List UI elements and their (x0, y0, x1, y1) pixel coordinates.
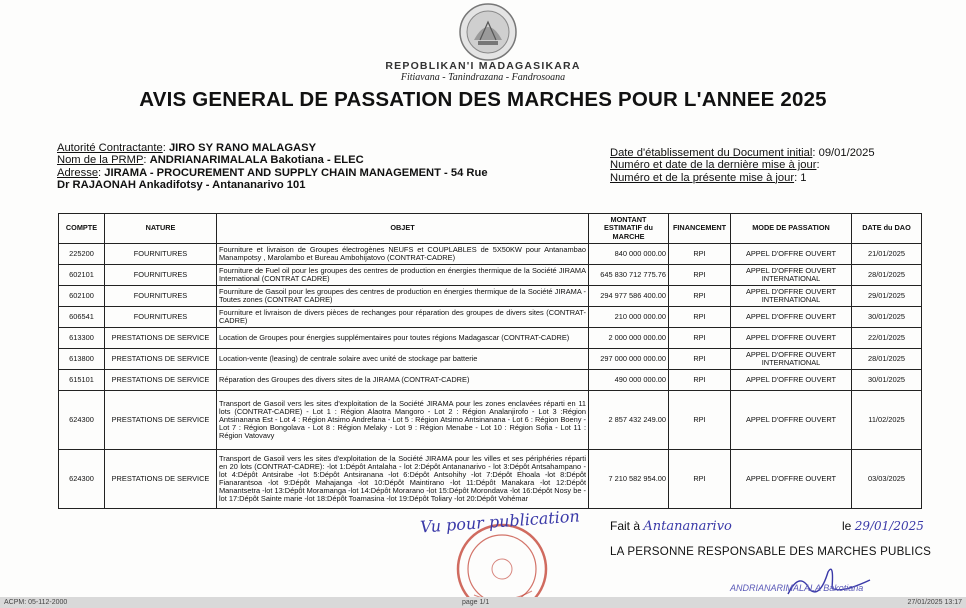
header-objet: OBJET (217, 214, 589, 244)
cell-nature: PRESTATIONS DE SERVICE (105, 391, 217, 450)
num-value: 1 (800, 171, 807, 184)
cell-mode: APPEL D'OFFRE OUVERT (731, 450, 852, 509)
table-row (59, 307, 922, 328)
cell-nature: PRESTATIONS DE SERVICE (105, 370, 217, 391)
cell-montant: 2 857 432 249.00 (589, 391, 669, 450)
cell-compte: 624300 (59, 391, 105, 450)
fait-label: Fait à (610, 519, 641, 533)
cell-objet: Location-vente (leasing) de centrale solaire avec unité de stockage par batterie (217, 349, 589, 370)
procurement-table (58, 213, 922, 509)
national-seal (456, 2, 520, 62)
table-row (59, 370, 922, 391)
cell-mode: APPEL D'OFFRE OUVERT INTERNATIONAL (731, 265, 852, 286)
national-motto: Fitiavana - Tanindrazana - Fandrosoana (400, 72, 566, 83)
cell-nature: FOURNITURES (105, 307, 217, 328)
cell-montant: 210 000 000.00 (589, 307, 669, 328)
date-value: 09/01/2025 (818, 147, 875, 159)
cell-montant: 294 977 586 400.00 (589, 286, 669, 307)
cell-date: 30/01/2025 (852, 307, 922, 328)
header-montant: MONTANT ESTIMATIF du MARCHE (589, 214, 669, 244)
cell-montant: 2 000 000 000.00 (589, 328, 669, 349)
cell-objet: Fourniture et livraison de Groupes électrogènes NEUFS et COUPLABLES de 5X50KW pour Antanambao Manampotsy , Marolambo et Bureau Ambohijatovo (CONTRAT-CADRE) (217, 244, 589, 265)
cell-mode: APPEL D'OFFRE OUVERT (731, 370, 852, 391)
cell-compte: 602101 (59, 265, 105, 286)
cell-compte: 624300 (59, 450, 105, 509)
cell-montant: 645 830 712 775.76 (589, 265, 669, 286)
cell-mode: APPEL D'OFFRE OUVERT (731, 328, 852, 349)
table-row (59, 391, 922, 450)
cell-financement: RPI (669, 450, 731, 509)
adresse-line: Adresse: JIRAMA - PROCUREMENT AND SUPPLY CHAIN MANAGEMENT - 54 Rue (57, 166, 488, 179)
cell-objet: Location de Groupes pour énergies supplémentaires pour toutes régions Madagascar (CONTRAT-CADRE) (217, 328, 589, 349)
maj-label: Numéro et date de la dernière mise à jour (610, 159, 817, 172)
cell-date: 03/03/2025 (852, 450, 922, 509)
cell-financement: RPI (669, 349, 731, 370)
table-row (59, 349, 922, 370)
adresse-line-2: Dr RAJAONAH Ankadifotsy - Antananarivo 101 (57, 179, 306, 192)
prmp-signature-name: ANDRIANARIMALALA Bakotiana (730, 583, 864, 593)
cell-compte: 225200 (59, 244, 105, 265)
num-label: Numéro et de la présente mise à jour (610, 171, 795, 184)
fait-place: Antananarivo (643, 519, 732, 534)
header-date: DATE du DAO (852, 214, 922, 244)
cell-financement: RPI (669, 265, 731, 286)
cell-compte: 613300 (59, 328, 105, 349)
page-title: AVIS GENERAL DE PASSATION DES MARCHES POUR L'ANNEE 2025 (139, 88, 827, 111)
cell-montant: 840 000 000.00 (589, 244, 669, 265)
date-line: Date d'établissement du Document initial: 09/01/2025 (610, 147, 875, 159)
date-label: Date d'établissement du Document initial (610, 147, 813, 159)
cell-date: 11/02/2025 (852, 391, 922, 450)
cell-mode: APPEL D'OFFRE OUVERT (731, 307, 852, 328)
header-mode: MODE DE PASSATION (731, 214, 852, 244)
autorite-line: Autorité Contractante: JIRO SY RANO MALAGASY (57, 142, 317, 154)
cell-objet: Fourniture de Fuel oil pour les groupes des centres de production en énergies thermique de la Société JIRAMA International (CONTRAT CADRE) (217, 265, 589, 286)
signature-date-label: le (842, 519, 852, 533)
cell-montant: 297 000 000 000.00 (589, 349, 669, 370)
contracting-authority-block (57, 142, 527, 192)
document-dates-block (610, 147, 950, 184)
cell-financement: RPI (669, 307, 731, 328)
cell-nature: PRESTATIONS DE SERVICE (105, 450, 217, 509)
table-row (59, 328, 922, 349)
cell-compte: 606541 (59, 307, 105, 328)
cell-financement: RPI (669, 286, 731, 307)
table-header-row (59, 214, 922, 244)
table-row (59, 265, 922, 286)
footer-page: page 1/1 (462, 599, 490, 606)
cell-objet: Fourniture de Gasoil pour les groupes des centres de production en énergies thermique de la Société JIRAMA - Toutes zones (CONTRAT CADRE) (217, 286, 589, 307)
cell-mode: APPEL D'OFFRE OUVERT INTERNATIONAL (731, 349, 852, 370)
prmp-label: Nom de la PRMP (57, 154, 144, 167)
autorite-value: JIRO SY RANO MALAGASY (168, 142, 317, 154)
footer-timestamp: 27/01/2025 13:17 (907, 599, 962, 606)
fait-a-line (610, 519, 732, 534)
republic-name: REPOBLIKAN'I MADAGASIKARA (385, 60, 581, 72)
page-footer (0, 597, 966, 608)
footer-left: ACPM: 05-112-2000 (4, 599, 68, 606)
prmp-title: LA PERSONNE RESPONSABLE DES MARCHES PUBLICS (610, 545, 932, 558)
cell-date: 21/01/2025 (852, 244, 922, 265)
cell-mode: APPEL D'OFFRE OUVERT (731, 391, 852, 450)
header-financement: FINANCEMENT (669, 214, 731, 244)
cell-objet: Transport de Gasoil vers les sites d'exploitation de la Société JIRAMA pour les zones enclavées réparti en 11 lots (CONTRAT-CADRE) - Lot 1 : Région Alaotra Mangoro - Lot 2 : Région Analanjirofo - Lot 3 :Région Antsinanana Est - Lot 4 : Région Atsimo Andrefana - Lot 5 : Région Atsimo Antsinanana - Lot 6 : Région Boeny - Lot 7 : Région Bongolava - Lot 8 : Région Melaky - Lot 9 : Région Menabe - Lot 10 : Région Sofia - Lot 11 : Région Vatovavy (217, 391, 589, 450)
header-nature: NATURE (105, 214, 217, 244)
cell-date: 28/01/2025 (852, 349, 922, 370)
cell-nature: FOURNITURES (105, 286, 217, 307)
cell-financement: RPI (669, 370, 731, 391)
cell-mode: APPEL D'OFFRE OUVERT INTERNATIONAL (731, 286, 852, 307)
cell-financement: RPI (669, 391, 731, 450)
cell-compte: 615101 (59, 370, 105, 391)
table-row (59, 450, 922, 509)
cell-nature: PRESTATIONS DE SERVICE (105, 349, 217, 370)
cell-montant: 490 000 000.00 (589, 370, 669, 391)
cell-compte: 613800 (59, 349, 105, 370)
cell-mode: APPEL D'OFFRE OUVERT (731, 244, 852, 265)
table-row (59, 244, 922, 265)
signature-date-value: 29/01/2025 (854, 519, 924, 533)
cell-date: 29/01/2025 (852, 286, 922, 307)
signature-scribble (780, 560, 880, 600)
autorite-label: Autorité Contractante (57, 142, 163, 154)
cell-date: 30/01/2025 (852, 370, 922, 391)
cell-compte: 602100 (59, 286, 105, 307)
cell-montant: 7 210 582 954.00 (589, 450, 669, 509)
cell-objet: Fourniture et livraison de divers pièces de rechanges pour réparation des groupes de divers sites (CONTRAT-CADRE) (217, 307, 589, 328)
num-line: Numéro et de la présente mise à jour: 1 (610, 171, 807, 184)
cell-financement: RPI (669, 244, 731, 265)
cell-nature: FOURNITURES (105, 265, 217, 286)
prmp-value: ANDRIANARIMALALA Bakotiana - ELEC (149, 154, 364, 167)
cell-nature: FOURNITURES (105, 244, 217, 265)
cell-date: 28/01/2025 (852, 265, 922, 286)
cell-nature: PRESTATIONS DE SERVICE (105, 328, 217, 349)
cell-objet: Réparation des Groupes des divers sites de la JIRAMA (CONTRAT-CADRE) (217, 370, 589, 391)
adresse-label: Adresse (57, 166, 99, 179)
signature-date-line (842, 519, 924, 533)
prmp-line: Nom de la PRMP: ANDRIANARIMALALA Bakotiana - ELEC (57, 154, 364, 167)
adresse-value: JIRAMA - PROCUREMENT AND SUPPLY CHAIN MANAGEMENT - 54 Rue (104, 166, 488, 179)
cell-financement: RPI (669, 328, 731, 349)
header-compte: COMPTE (59, 214, 105, 244)
cell-date: 22/01/2025 (852, 328, 922, 349)
cell-objet: Transport de Gasoil vers les sites d'exploitation de la Société JIRAMA pour les villes et ses périphéries réparti en 20 lots (CONTRAT-CADRE): -lot 1:Dépôt Antalaha - lot 2:Dépôt Antananarivo - lot 3:Dépôt Antsahampano -lot 4:Dépôt Antsirabe -lot 5:Dépôt Antsiranana -lot 6:Dépôt Antsohihy -lot 7:Dépôt Ehoala -lot 8:Dépôt Fianarantsoa -lot 9:Dépôt Mahajanga -lot 10:Dépôt Maintirano -lot 11:Dépôt Manakara -lot 12:Dépôt Manantsetra -lot 13:Dépôt Moramanga -lot 14:Dépôt Morarano -lot 15:Dépôt Morondava -lot 16:Dépôt Nosy be -lot 17:Dépôt Sainte marie -lot 18:Dépôt Toamasina -lot 19:Dépôt Toliary -lot 20:Dépôt Vohémar (217, 450, 589, 509)
vu-pour-publication: Vu pour publication (419, 506, 581, 537)
maj-line: Numéro et date de la dernière mise à jour: (610, 159, 820, 172)
table-row (59, 286, 922, 307)
